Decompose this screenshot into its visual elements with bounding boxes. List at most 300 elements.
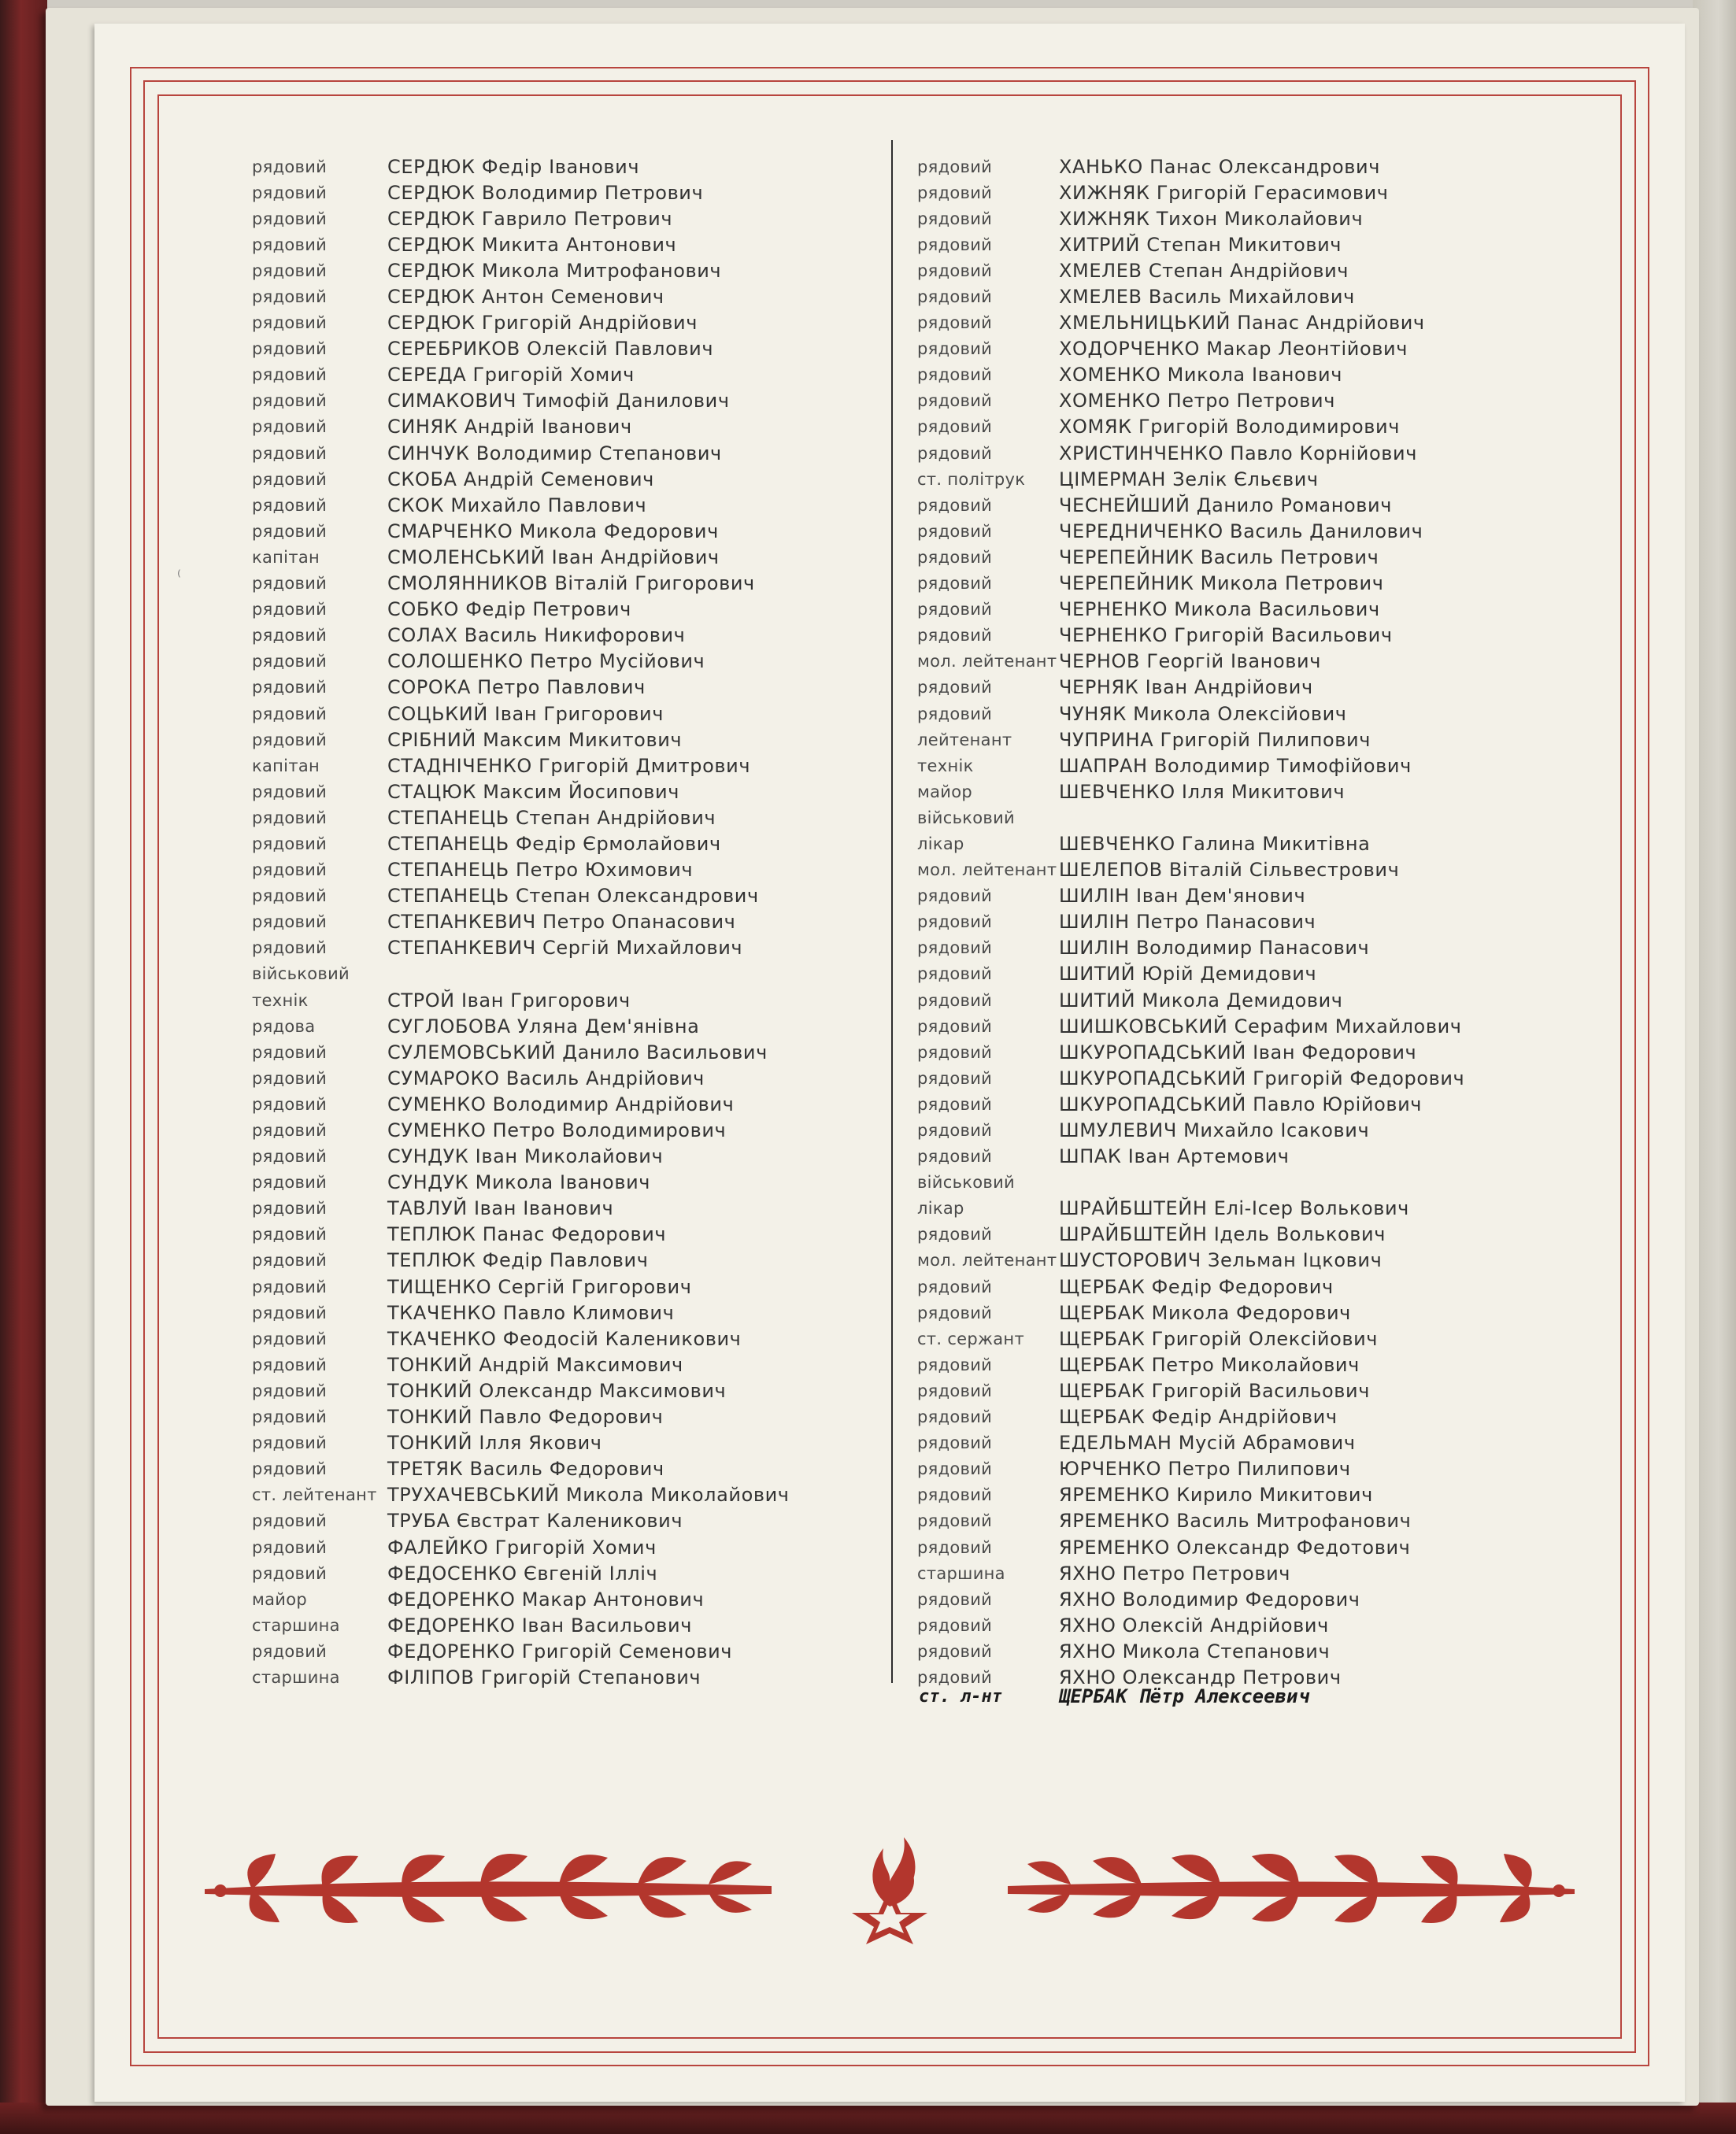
list-item [252, 1612, 945, 1638]
list-item [917, 1300, 1594, 1326]
list-item [917, 310, 1594, 336]
list-item [917, 283, 1594, 309]
handwritten-rank: ст. л-нт [919, 1686, 1002, 1707]
rank-label: лейтенант [917, 730, 1012, 749]
list-item [917, 830, 1594, 856]
rank-label: старшина [917, 1563, 1005, 1583]
list-item [917, 623, 1594, 649]
person-name: ТИЩЕНКО Сергій Григорович [387, 1275, 692, 1298]
list-item [252, 440, 945, 466]
rank-label: рядовий [252, 704, 328, 723]
rank-label: рядовий [252, 183, 328, 202]
rank-label: рядовий [252, 678, 328, 697]
rank-label: рядовий [252, 1407, 328, 1427]
person-name: ТКАЧЕНКО Феодосій Каленикович [387, 1327, 742, 1350]
list-item [917, 1013, 1594, 1039]
person-name: СУГЛОБОВА Уляна Дем'янівна [387, 1015, 700, 1037]
rank-label: рядовий [252, 235, 328, 254]
person-name: ШУСТОРОВИЧ Зельман Іцкович [1059, 1249, 1383, 1272]
person-name: СУНДУК Іван Миколайович [387, 1145, 664, 1168]
person-name: ХИТРИЙ Степан Микитович [1059, 233, 1342, 256]
person-name: ФЕДОРЕНКО Іван Васильович [387, 1614, 693, 1637]
handwritten-name: ЩЕРБАК Пётр Алексеевич [1059, 1685, 1309, 1707]
rank-label: рядовий [252, 417, 328, 437]
person-name: ЧЕРЕДНИЧЕНКО Василь Данилович [1059, 520, 1423, 542]
names-column-right [917, 153, 1594, 1691]
list-item [252, 909, 945, 935]
person-name: СЕРДЮК Антон Семенович [387, 286, 664, 309]
list-item [252, 336, 945, 362]
rank-label: рядовий [917, 1407, 993, 1427]
rank-label: рядовий [917, 1355, 993, 1374]
person-name: СРІБНИЙ Максим Микитович [387, 728, 683, 751]
rank-label: рядовий [917, 1381, 993, 1400]
person-name: ЩЕРБАК Микола Федорович [1059, 1301, 1351, 1324]
person-name: ЦІМЕРМАН Зелік Єльєвич [1059, 468, 1319, 490]
person-name: ЩЕРБАК Федір Федорович [1059, 1275, 1334, 1298]
person-name: ЕДЕЛЬМАН Мусій Абрамович [1059, 1432, 1356, 1455]
rank-label: рядовий [917, 235, 993, 254]
person-name: ЩЕРБАК Григорій Васильович [1059, 1379, 1370, 1402]
person-name: ШМУЛЕВИЧ Михайло Ісакович [1059, 1119, 1370, 1142]
list-item [252, 414, 945, 440]
rank-label: рядовий [252, 1094, 328, 1114]
list-item [252, 675, 945, 701]
list-item [252, 1091, 945, 1117]
person-name: СОРОКА Петро Павлович [387, 676, 646, 699]
person-name: ТОНКИЙ Павло Федорович [387, 1406, 664, 1429]
person-name: ЧЕРНЕНКО Григорій Васильович [1059, 624, 1393, 647]
list-item [917, 1430, 1594, 1456]
list-item [917, 466, 1594, 492]
list-item [917, 1326, 1594, 1352]
list-item [917, 935, 1594, 961]
list-item [252, 153, 945, 179]
list-item [252, 257, 945, 283]
rank-label: рядовий [917, 1303, 993, 1322]
list-item [252, 492, 945, 518]
person-name: ШАПРАН Володимир Тимофійович [1059, 754, 1412, 777]
rank-label: рядовий [917, 1147, 993, 1167]
person-name: ТОНКИЙ Ілля Якович [387, 1432, 602, 1455]
rank-label: рядовий [917, 1667, 993, 1687]
list-item [252, 987, 945, 1013]
rank-label: рядовий [252, 365, 328, 385]
rank-label: рядовий [917, 287, 993, 307]
list-item [917, 753, 1594, 779]
person-name: ХОДОРЧЕНКО Макар Леонтійович [1059, 338, 1408, 361]
person-name: ЯХНО Олександр Петрович [1059, 1666, 1342, 1688]
rank-label: рядовий [252, 313, 328, 333]
list-item [252, 830, 945, 856]
person-name: ЯРЕМЕНКО Олександр Федотович [1059, 1536, 1411, 1559]
column-divider [891, 140, 893, 1683]
list-item [917, 1144, 1594, 1170]
list-item [252, 883, 945, 909]
person-name: СМАРЧЕНКО Микола Федорович [387, 520, 719, 542]
person-name: ШЕЛЕПОВ Віталій Сільвестрович [1059, 859, 1400, 882]
person-name: ЩЕРБАК Григорій Олексійович [1059, 1327, 1379, 1350]
person-name: ШЕВЧЕНКО Галина Микитівна [1059, 832, 1371, 855]
book-page-edges [1693, 0, 1736, 2134]
list-item [917, 1065, 1594, 1091]
list-item [252, 1117, 945, 1143]
person-name: ЩЕРБАК Федір Андрійович [1059, 1406, 1338, 1429]
person-name: СОЦЬКИЙ Іван Григорович [387, 702, 664, 725]
rank-label: рядовий [917, 1537, 993, 1557]
rank-label: рядовий [917, 600, 993, 619]
person-name: СТЕПАНКЕВИЧ Петро Опанасович [387, 911, 736, 934]
rank-label: рядовий [917, 912, 993, 932]
rank-label: рядовий [917, 1511, 993, 1531]
list-item [252, 283, 945, 309]
eternal-flame-star-icon [852, 1837, 927, 1944]
list-item [917, 231, 1594, 257]
list-item [252, 1300, 945, 1326]
rank-label: рядовий [917, 261, 993, 280]
person-name: СЕРДЮК Федір Іванович [387, 155, 640, 178]
person-name: ШИТИЙ Юрій Демидович [1059, 963, 1317, 986]
list-item [917, 1248, 1594, 1274]
rank-label: військовий [917, 808, 1015, 827]
rank-label: рядовий [252, 1277, 328, 1296]
list-item [252, 1664, 945, 1690]
person-name: ШИЛІН Петро Панасович [1059, 911, 1316, 934]
person-name: СЕРДЮК Григорій Андрійович [387, 312, 698, 335]
rank-label: рядовий [917, 1433, 993, 1453]
person-name: ХРИСТИНЧЕНКО Павло Корнійович [1059, 442, 1417, 464]
rank-label: рядовий [917, 495, 993, 515]
list-item [917, 1117, 1594, 1143]
person-name: ХМЕЛЕВ Степан Андрійович [1059, 259, 1349, 282]
rank-label: рядовий [917, 547, 993, 567]
list-item [917, 701, 1594, 727]
list-item [917, 804, 1594, 830]
rank-label: рядовий [917, 1225, 993, 1245]
person-name: ЯХНО Володимир Федорович [1059, 1588, 1360, 1611]
person-name: ЧЕРЕПЕЙНИК Микола Петрович [1059, 572, 1384, 595]
list-item [917, 179, 1594, 205]
rank-label: рядовий [252, 443, 328, 463]
rank-label: капітан [252, 756, 320, 775]
list-item [252, 1144, 945, 1170]
person-name: ФЕДОРЕНКО Макар Антонович [387, 1588, 705, 1611]
person-name: СЕРДЮК Гаврило Петрович [387, 207, 673, 230]
person-name: ЧЕРНОВ Георгій Іванович [1059, 650, 1321, 673]
list-item [917, 544, 1594, 570]
laurel-branch-left [205, 1854, 772, 1923]
person-name: ФЕДОРЕНКО Григорій Семенович [387, 1640, 733, 1662]
person-name: ЧЕРНЕНКО Микола Васильович [1059, 598, 1380, 621]
list-item [252, 1326, 945, 1352]
person-name: ТОНКИЙ Андрій Максимович [387, 1353, 683, 1376]
person-name: СТАДНІЧЕНКО Григорій Дмитрович [387, 754, 751, 777]
rank-label: рядовий [252, 495, 328, 515]
rank-label: рядовий [252, 1251, 328, 1270]
person-name: СИМАКОВИЧ Тимофій Данилович [387, 390, 730, 412]
rank-label: технік [252, 990, 309, 1010]
list-item [252, 1508, 945, 1534]
person-name: ЯРЕМЕНКО Василь Митрофанович [1059, 1510, 1412, 1533]
list-item [252, 1170, 945, 1196]
list-item [917, 1091, 1594, 1117]
person-name: ШИШКОВСЬКИЙ Серафим Михайлович [1059, 1015, 1462, 1037]
list-item [252, 571, 945, 597]
rank-label: рядовий [252, 391, 328, 411]
list-item [252, 701, 945, 727]
rank-label: рядовий [252, 1381, 328, 1400]
list-item [917, 571, 1594, 597]
person-name: СУНДУК Микола Іванович [387, 1171, 651, 1194]
list-item [252, 961, 945, 987]
list-item [917, 1612, 1594, 1638]
list-item [252, 1482, 945, 1508]
list-item [917, 1638, 1594, 1664]
rank-label: рядовий [252, 1199, 328, 1219]
list-item [917, 597, 1594, 623]
list-item [917, 649, 1594, 675]
list-item [252, 231, 945, 257]
rank-label: рядовий [917, 1042, 993, 1062]
list-item [252, 1248, 945, 1274]
rank-label: рядовий [917, 1589, 993, 1609]
list-item [252, 1456, 945, 1482]
person-name: ШИТИЙ Микола Демидович [1059, 989, 1343, 1012]
list-item [917, 153, 1594, 179]
rank-label: рядовий [252, 782, 328, 801]
list-item [252, 1560, 945, 1586]
person-name: ШКУРОПАДСЬКИЙ Іван Федорович [1059, 1041, 1417, 1063]
list-item [252, 649, 945, 675]
rank-label: рядовий [252, 860, 328, 880]
rank-label: технік [917, 756, 974, 775]
list-item [917, 440, 1594, 466]
rank-label: рядовий [917, 938, 993, 958]
rank-label: рядовий [252, 1355, 328, 1374]
list-item [917, 779, 1594, 804]
rank-label: рядовий [252, 912, 328, 932]
person-name: ТРЕТЯК Василь Федорович [387, 1458, 664, 1481]
list-item [252, 466, 945, 492]
person-name: СОЛАХ Василь Никифорович [387, 624, 686, 647]
laurel-branch-right [1008, 1854, 1575, 1923]
list-item [252, 1065, 945, 1091]
rank-label: рядовий [252, 1042, 328, 1062]
rank-label: рядовий [252, 886, 328, 906]
person-name: СУЛЕМОВСЬКИЙ Данило Васильович [387, 1041, 768, 1063]
list-item [252, 205, 945, 231]
list-item [917, 388, 1594, 414]
list-item [917, 257, 1594, 283]
rank-label: рядовий [917, 313, 993, 333]
list-item [252, 804, 945, 830]
person-name: ТРУХАЧЕВСЬКИЙ Микола Миколайович [387, 1484, 790, 1507]
book-cover-spine [0, 0, 47, 2134]
rank-label: рядовий [917, 443, 993, 463]
rank-label: ст. лейтенант [252, 1485, 377, 1505]
person-name: ЧУПРИНА Григорій Пилипович [1059, 728, 1371, 751]
rank-label: мол. лейтенант [917, 652, 1057, 671]
rank-label: рядовий [252, 938, 328, 958]
person-name: ХМЕЛЬНИЦЬКИЙ Панас Андрійович [1059, 312, 1425, 335]
rank-label: ст. сержант [917, 1329, 1024, 1348]
person-name: СТРОЙ Іван Григорович [387, 989, 631, 1012]
rank-label: рядовий [252, 1641, 328, 1661]
rank-label: рядовий [252, 1433, 328, 1453]
person-name: СОЛОШЕНКО Петро Мусійович [387, 650, 705, 673]
person-name: СТЕПАНЕЦЬ Петро Юхимович [387, 859, 694, 882]
rank-label: рядовий [252, 600, 328, 619]
person-name: ЯРЕМЕНКО Кирило Микитович [1059, 1484, 1373, 1507]
person-name: ТАВЛУЙ Іван Іванович [387, 1197, 614, 1220]
list-item [252, 1274, 945, 1300]
person-name: СУМЕНКО Володимир Андрійович [387, 1093, 735, 1115]
list-item [917, 883, 1594, 909]
rank-label: рядовий [917, 1277, 993, 1296]
rank-label: мол. лейтенант [917, 860, 1057, 880]
list-item [917, 205, 1594, 231]
person-name: СЕРЕБРИКОВ Олексій Павлович [387, 338, 714, 361]
rank-label: рядовий [252, 626, 328, 645]
list-item [252, 1352, 945, 1378]
rank-label: рядовий [917, 886, 993, 906]
person-name: ШРАЙБШТЕЙН Елі-Ісер Волькович [1059, 1197, 1409, 1220]
person-name: ШЕВЧЕНКО Ілля Микитович [1059, 780, 1345, 803]
person-name: СТЕПАНКЕВИЧ Сергій Михайлович [387, 937, 743, 960]
list-item [917, 1039, 1594, 1065]
list-item [252, 935, 945, 961]
list-item [252, 597, 945, 623]
rank-label: рядовий [252, 1225, 328, 1245]
person-name: ЯХНО Петро Петрович [1059, 1562, 1291, 1585]
list-item [252, 1404, 945, 1430]
list-item [917, 1482, 1594, 1508]
rank-label: рядовий [917, 678, 993, 697]
rank-label: майор [252, 1589, 308, 1609]
rank-label: рядовий [252, 574, 328, 594]
rank-label: лікар [917, 1199, 964, 1219]
rank-label: військовий [252, 964, 350, 984]
list-item [252, 544, 945, 570]
rank-label: рядовий [917, 417, 993, 437]
person-name: СИНЧУК Володимир Степанович [387, 442, 722, 464]
rank-label: мол. лейтенант [917, 1251, 1057, 1270]
list-item [252, 310, 945, 336]
rank-label: рядовий [252, 287, 328, 307]
list-item [252, 753, 945, 779]
person-name: СТЕПАНЕЦЬ Степан Олександрович [387, 885, 759, 908]
list-item [917, 1378, 1594, 1404]
rank-label: рядовий [252, 1329, 328, 1348]
rank-label: рядовий [252, 1173, 328, 1193]
rank-label: рядовий [252, 209, 328, 228]
list-item [917, 1508, 1594, 1534]
rank-label: рядовий [917, 1121, 993, 1141]
person-name: ЯХНО Олексій Андрійович [1059, 1614, 1329, 1637]
list-item [252, 1039, 945, 1065]
list-item [917, 1404, 1594, 1430]
rank-label: рядовий [917, 1459, 993, 1479]
person-name: СУМАРОКО Василь Андрійович [387, 1067, 705, 1089]
person-name: СТАЦЮК Максим Йосипович [387, 780, 680, 803]
list-item [252, 518, 945, 544]
rank-label: рядовий [252, 1563, 328, 1583]
list-item [917, 675, 1594, 701]
rank-label: рядовий [252, 730, 328, 749]
person-name: СКОК Михайло Павлович [387, 494, 647, 516]
rank-label: рядовий [252, 834, 328, 853]
rank-label: рядовий [917, 157, 993, 176]
names-column-left [252, 153, 945, 1691]
rank-label: рядовий [917, 1641, 993, 1661]
person-name: СУМЕНКО Петро Володимирович [387, 1119, 727, 1142]
rank-label: рядовий [252, 1121, 328, 1141]
eternal-flame-laurel-ornament [205, 1834, 1575, 1944]
person-name: ЧЕСНЕЙШИЙ Данило Романович [1059, 494, 1393, 516]
list-item [252, 1638, 945, 1664]
person-name: СИНЯК Андрій Іванович [387, 416, 632, 438]
list-item [917, 492, 1594, 518]
rank-label: рядовий [917, 704, 993, 723]
person-name: ТЕПЛЮК Панас Федорович [387, 1223, 667, 1246]
list-item [917, 1586, 1594, 1612]
rank-label: рядовий [917, 1615, 993, 1635]
rank-label: ст. політрук [917, 469, 1026, 489]
person-name: СМОЛЕНСЬКИЙ Іван Андрійович [387, 546, 720, 568]
person-name: ЯХНО Микола Степанович [1059, 1640, 1331, 1662]
person-name: ЧУНЯК Микола Олексійович [1059, 702, 1347, 725]
list-item [252, 779, 945, 804]
rank-label: рядовий [252, 1511, 328, 1531]
person-name: СКОБА Андрій Семенович [387, 468, 654, 490]
rank-label: рядовий [252, 521, 328, 541]
list-item [917, 518, 1594, 544]
rank-label: рядовий [917, 183, 993, 202]
list-item [917, 909, 1594, 935]
rank-label: рядовий [252, 339, 328, 359]
person-name: ЮРЧЕНКО Петро Пилипович [1059, 1458, 1351, 1481]
rank-label: майор [917, 782, 973, 801]
book-cover-bottom [0, 2103, 1736, 2134]
person-name: СЕРЕДА Григорій Хомич [387, 364, 635, 386]
person-name: ТОНКИЙ Олександр Максимович [387, 1379, 727, 1402]
person-name: ШКУРОПАДСЬКИЙ Павло Юрійович [1059, 1093, 1423, 1115]
person-name: ЧЕРЕПЕЙНИК Василь Петрович [1059, 546, 1379, 568]
rank-label: рядовий [252, 1537, 328, 1557]
rank-label: рядовий [917, 1094, 993, 1114]
list-item [252, 1013, 945, 1039]
list-item [917, 414, 1594, 440]
list-item [917, 1534, 1594, 1560]
list-item [917, 961, 1594, 987]
rank-label: рядовий [252, 808, 328, 827]
pencil-mark: ⁽ [177, 567, 181, 586]
rank-label: рядовий [917, 574, 993, 594]
person-name: СЕРДЮК Микита Антонович [387, 233, 677, 256]
list-item [917, 1170, 1594, 1196]
person-name: ХАНЬКО Панас Олександрович [1059, 155, 1381, 178]
list-item [917, 857, 1594, 883]
rank-label: старшина [252, 1667, 340, 1687]
person-name: ЩЕРБАК Петро Миколайович [1059, 1353, 1360, 1376]
person-name: ШИЛІН Іван Дем'янович [1059, 885, 1306, 908]
rank-label: рядовий [252, 261, 328, 280]
rank-label: рядовий [917, 1016, 993, 1036]
rank-label: старшина [252, 1615, 340, 1635]
rank-label: лікар [917, 834, 964, 853]
rank-label: рядовий [252, 469, 328, 489]
rank-label: рядовий [917, 391, 993, 411]
